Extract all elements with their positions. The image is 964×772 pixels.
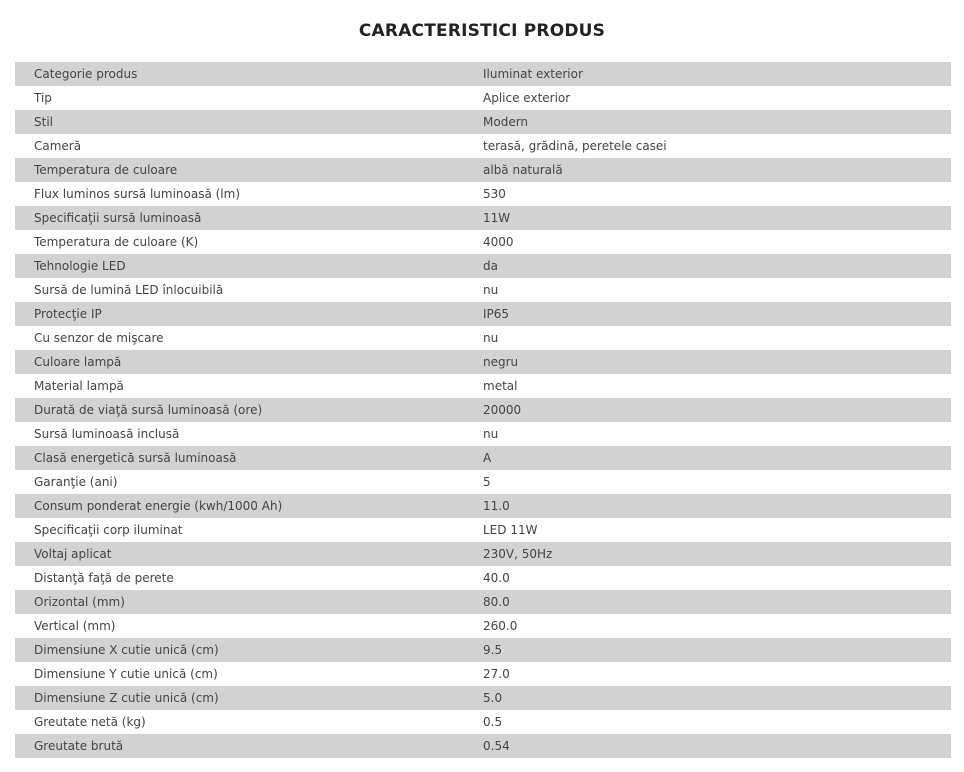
spec-value: 11W <box>483 211 511 225</box>
table-row <box>15 638 951 662</box>
table-row <box>15 662 951 686</box>
spec-label: Material lampă <box>34 379 124 393</box>
spec-label: Categorie produs <box>34 67 138 81</box>
spec-label: Flux luminos sursă luminoasă (lm) <box>34 187 241 201</box>
table-row <box>15 590 951 614</box>
spec-label: Culoare lampă <box>34 355 122 369</box>
table-row <box>15 110 951 134</box>
spec-value: LED 11W <box>483 523 538 537</box>
table-row <box>15 494 951 518</box>
spec-label: Orizontal (mm) <box>34 595 125 609</box>
spec-value: da <box>483 259 498 273</box>
spec-value: Modern <box>483 115 529 129</box>
spec-value: 230V, 50Hz <box>483 547 553 561</box>
table-row <box>15 158 951 182</box>
table-row <box>15 710 951 734</box>
spec-label: Consum ponderat energie (kwh/1000 Ah) <box>34 499 283 513</box>
table-row <box>15 230 951 254</box>
page-title: CARACTERISTICI PRODUS <box>358 21 606 42</box>
spec-value: terasă, grădină, peretele casei <box>483 139 667 153</box>
table-row <box>15 734 951 758</box>
spec-label: Tehnologie LED <box>34 259 126 273</box>
specifications-table <box>15 62 951 758</box>
spec-label: Stil <box>34 115 53 129</box>
spec-value: 5.0 <box>483 691 503 705</box>
spec-value: nu <box>483 331 499 345</box>
spec-value: nu <box>483 283 499 297</box>
table-row <box>15 302 951 326</box>
spec-value: 260.0 <box>483 619 518 633</box>
spec-label: Temperatura de culoare (K) <box>34 235 199 249</box>
table-row <box>15 686 951 710</box>
spec-label: Cu senzor de mişcare <box>34 331 164 345</box>
spec-label: Clasă energetică sursă luminoasă <box>34 451 237 465</box>
spec-value: A <box>483 451 492 465</box>
spec-value: 5 <box>483 475 491 489</box>
table-row <box>15 134 951 158</box>
spec-label: Garanţie (ani) <box>34 475 118 489</box>
spec-value: 40.0 <box>483 571 510 585</box>
spec-label: Sursă luminoasă inclusă <box>34 427 180 441</box>
table-row <box>15 350 951 374</box>
spec-value: albă naturală <box>483 163 563 177</box>
table-row <box>15 62 951 86</box>
spec-label: Distanţă faţă de perete <box>34 571 174 585</box>
table-row <box>15 206 951 230</box>
table-row <box>15 614 951 638</box>
table-row <box>15 398 951 422</box>
table-row <box>15 278 951 302</box>
table-row <box>15 566 951 590</box>
spec-value: IP65 <box>483 307 510 321</box>
spec-value: 9.5 <box>483 643 503 657</box>
spec-label: Specificaţii sursă luminoasă <box>34 211 202 225</box>
table-row <box>15 86 951 110</box>
table-row <box>15 470 951 494</box>
spec-value: 27.0 <box>483 667 510 681</box>
spec-label: Specificaţii corp iluminat <box>34 523 183 537</box>
spec-value: negru <box>483 355 519 369</box>
table-row <box>15 374 951 398</box>
spec-value: 4000 <box>483 235 514 249</box>
table-row <box>15 446 951 470</box>
table-row <box>15 542 951 566</box>
spec-value: 530 <box>483 187 506 201</box>
spec-value: 80.0 <box>483 595 510 609</box>
table-row <box>15 182 951 206</box>
spec-label: Sursă de lumină LED înlocuibilă <box>34 283 224 297</box>
spec-value: Iluminat exterior <box>483 67 583 81</box>
spec-value: Aplice exterior <box>483 91 571 105</box>
table-row <box>15 422 951 446</box>
spec-label: Durată de viaţă sursă luminoasă (ore) <box>34 403 263 417</box>
spec-label: Voltaj aplicat <box>34 547 112 561</box>
spec-label: Dimensiune Y cutie unică (cm) <box>34 667 218 681</box>
spec-label: Cameră <box>34 139 82 153</box>
spec-value: 11.0 <box>483 499 510 513</box>
spec-label: Dimensiune Z cutie unică (cm) <box>34 691 219 705</box>
spec-label: Dimensiune X cutie unică (cm) <box>34 643 219 657</box>
table-row <box>15 326 951 350</box>
spec-value: 0.5 <box>483 715 503 729</box>
spec-value: nu <box>483 427 499 441</box>
table-row <box>15 254 951 278</box>
spec-label: Greutate netă (kg) <box>34 715 146 729</box>
spec-value: 20000 <box>483 403 522 417</box>
spec-label: Vertical (mm) <box>34 619 116 633</box>
spec-value: 0.54 <box>483 739 510 753</box>
spec-value: metal <box>483 379 518 393</box>
spec-label: Protecţie IP <box>34 307 102 321</box>
spec-label: Temperatura de culoare <box>34 163 178 177</box>
spec-label: Greutate brută <box>34 739 124 753</box>
table-row <box>15 518 951 542</box>
specifications-table-body <box>15 62 951 758</box>
spec-label: Tip <box>34 91 52 105</box>
